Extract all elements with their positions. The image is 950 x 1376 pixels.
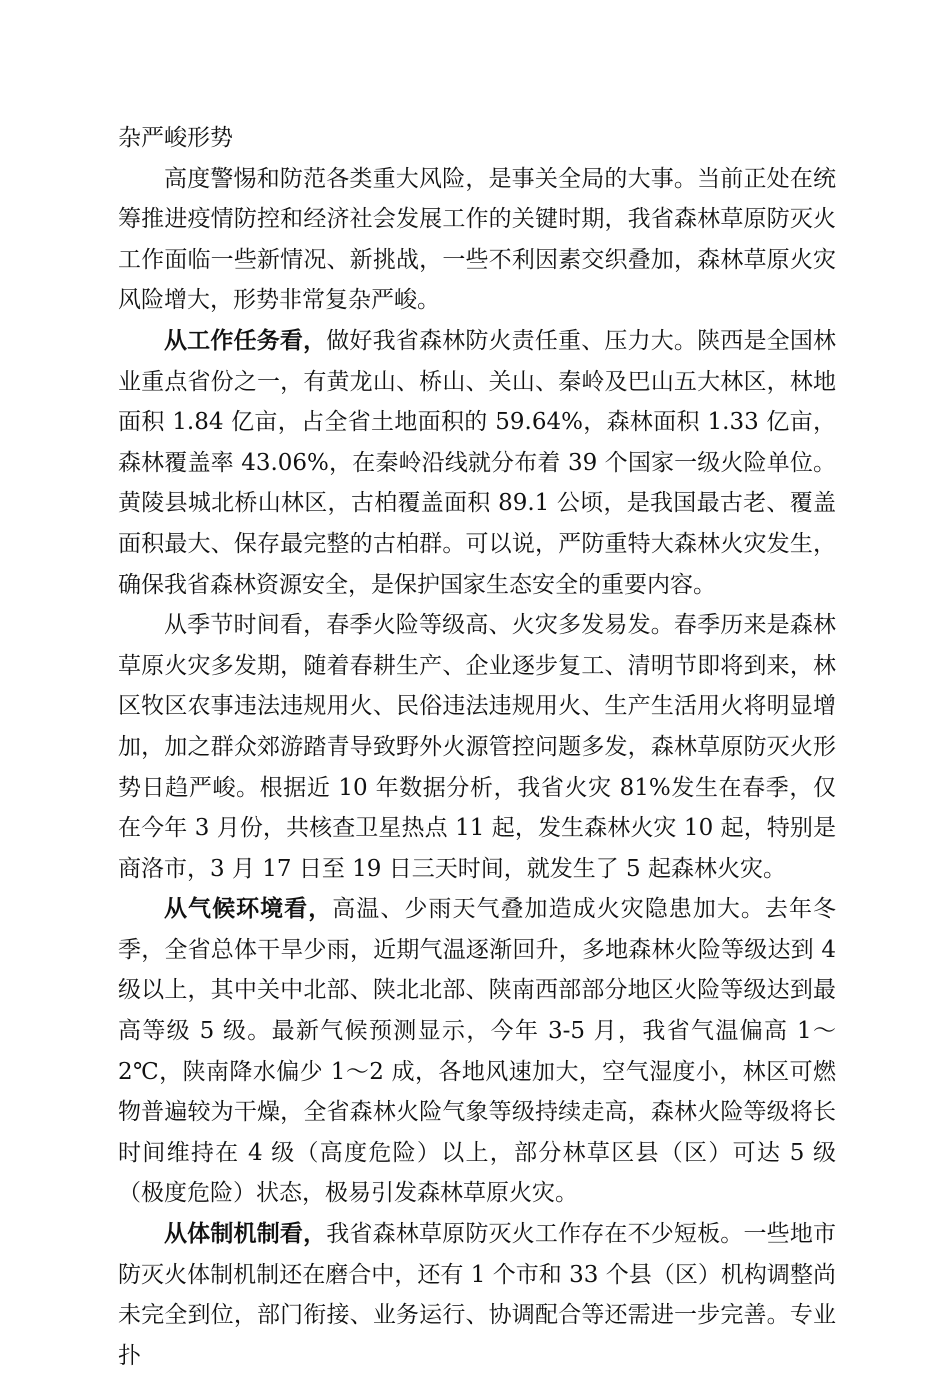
paragraph-lead-heading: 从工作任务看， <box>164 326 327 354</box>
paragraph-work-tasks <box>118 321 836 605</box>
paragraph-text: 从季节时间看，春季火险等级高、火灾多发易发。春季历来是森林草原火灾多发期，随着春耕生产、企业逐步复工、清明节即将到来，林区牧区农事违法违规用火、民俗违法违规用火、生产生活用火将明显增加，加之群众郊游踏青导致野外火源管控问题多发，森林草原防灭火形势日趋严峻。根据近 10 年数据分析，我省火灾 81%发生在春季，仅在今年 3 月份，共核查卫星热点 11 起，发生森林火灾 10 起，特别是商洛市，3 月 17 日至 19 日三天时间，就发生了 5 起森林火灾。 <box>118 612 836 882</box>
paragraph-continuation <box>118 118 836 159</box>
paragraph-text: 高度警惕和防范各类重大风险，是事关全局的大事。当前正处在统筹推进疫情防控和经济社会发展工作的关键时期，我省森林草原防灭火工作面临一些新情况、新挑战，一些不利因素交织叠加，森林草原火灾风险增大，形势非常复杂严峻。 <box>118 165 836 314</box>
paragraph-season-time <box>118 605 836 889</box>
paragraph-text: 我省森林草原防灭火工作存在不少短板。一些地市防灭火体制机制还在磨合中，还有 1 个市和 33 个县（区）机构调整尚未完全到位，部门衔接、业务运行、协调配合等还需进一步完善。专业扑 <box>118 1221 837 1369</box>
paragraph-climate-environment <box>118 889 836 1214</box>
paragraph-text: 高温、少雨天气叠加造成火灾隐患加大。去年冬季，全省总体干旱少雨，近期气温逐渐回升，多地森林火险等级达到 4 级以上，其中关中北部、陕北北部、陕南西部部分地区火险等级达到最高等级 5 级。最新气候预测显示，今年 3-5 月，我省气温偏高 1～2℃，陕南降水偏少 1～2 成，各地风速加大，空气湿度小，林区可燃物普遍较为干燥，全省森林火险气象等级持续走高，森林火险等级将长时间维持在 4 级（高度危险）以上，部分林草区县（区）可达 5 级（极度危险）状态，极易引发森林草原火灾。 <box>118 896 837 1207</box>
paragraph-lead-heading: 从体制机制看， <box>164 1220 327 1248</box>
paragraph-system-mechanism <box>118 1214 836 1376</box>
paragraph-text: 杂严峻形势 <box>118 125 233 151</box>
paragraph-lead-heading: 从气候环境看， <box>164 895 333 923</box>
document-body <box>118 118 836 1376</box>
paragraph-risk-overview <box>118 159 836 321</box>
paragraph-text: 做好我省森林防火责任重、压力大。陕西是全国林业重点省份之一，有黄龙山、桥山、关山、秦岭及巴山五大林区，林地面积 1.84 亿亩，占全省土地面积的 59.64%，森林面积 1.33 亿亩，森林覆盖率 43.06%，在秦岭沿线就分布着 39 个国家一级火险单位。黄陵县城北桥山林区，古柏覆盖面积 89.1 公顷，是我国最古老、覆盖面积最大、保存最完整的古柏群。可以说，严防重特大森林火灾发生，确保我省森林资源安全，是保护国家生态安全的重要内容。 <box>118 327 837 598</box>
